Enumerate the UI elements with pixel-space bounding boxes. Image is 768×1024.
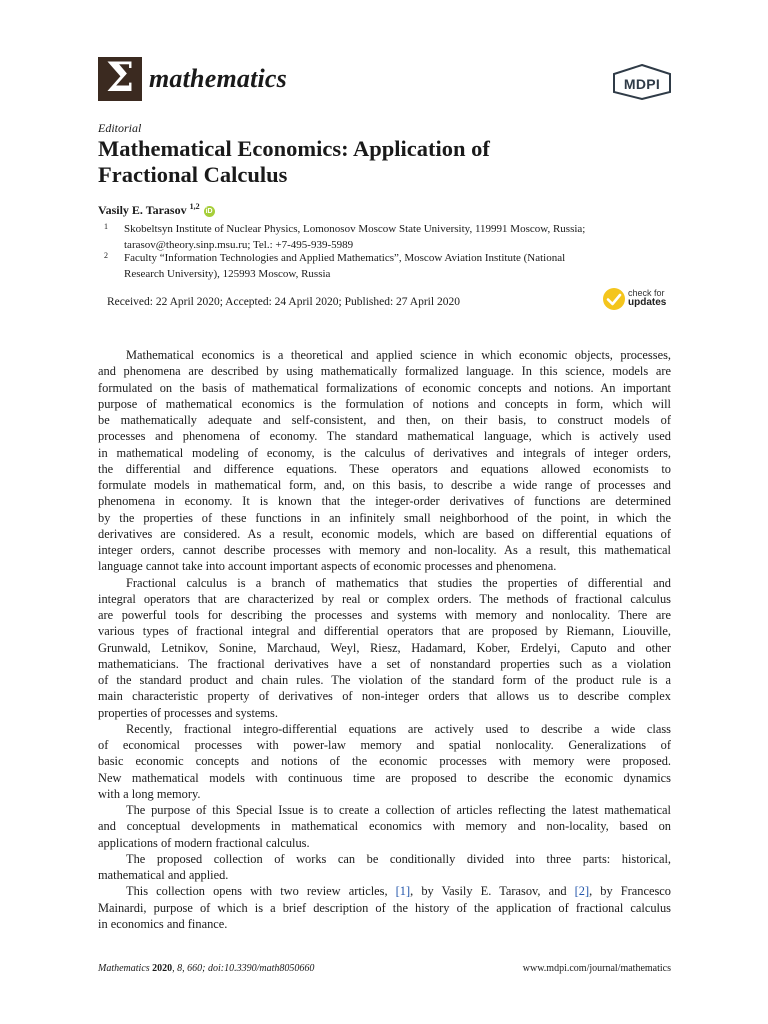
body-line: This collection opens with two review articles, [1], by Vasily E. Tarasov, and [2], by Francesco bbox=[126, 884, 671, 899]
body-line: of the standard product and chain rules. The violation of the standard form of the product rule is a bbox=[98, 673, 671, 687]
author-line bbox=[98, 202, 215, 218]
author-name[interactable]: Vasily E. Tarasov bbox=[98, 203, 187, 217]
body-line: main characteristic property of derivatives of non-integer orders that allows us to describe complex bbox=[98, 689, 671, 704]
body-line: The proposed collection of works can be conditionally divided into three parts: historical, bbox=[126, 851, 671, 866]
body-line: by the properties of these functions in an infinitely small neighborhood of the point, in which the bbox=[98, 510, 671, 525]
affiliation-number: 2 bbox=[104, 251, 108, 260]
title-line: Mathematical Economics: Application of bbox=[98, 136, 490, 161]
check-for-updates-button[interactable] bbox=[602, 286, 682, 316]
journal-logo bbox=[98, 54, 142, 101]
citation-link[interactable]: [2] bbox=[574, 884, 590, 899]
body-line: are powerful tools for describing the processes and systems with memory and nonlocality. There are bbox=[98, 608, 671, 622]
affiliation-number: 1 bbox=[104, 222, 108, 231]
affiliation-line: Skobeltsyn Institute of Nuclear Physics, Lomonosov Moscow State University, 119991 Moscow, Russia; bbox=[124, 223, 586, 235]
body-line: integer orders, cannot describe processes with memory and non-locality. As a result, this mathematical bbox=[98, 543, 671, 557]
body-line: Grunwald, Letnikov, Sonine, Marchaud, Weyl, Riesz, Hadamard, Kober, Erdelyi, Caputo and other bbox=[98, 640, 671, 655]
body-line: the differential and difference equations. These operators and equations allowed economists to bbox=[98, 461, 671, 476]
affiliation-line: Research University), 125993 Moscow, Russia bbox=[124, 268, 331, 280]
affiliation-line: Faculty “Information Technologies and Applied Mathematics”, Moscow Aviation Institute (National bbox=[124, 252, 566, 264]
article-type: Editorial bbox=[98, 121, 142, 135]
title-line: Fractional Calculus bbox=[98, 162, 288, 187]
body-line: formulated on the basis of mathematical formalizations of economic concepts and notions. An important bbox=[98, 380, 671, 395]
sigma-icon: Σ bbox=[105, 54, 135, 101]
body-line: Mathematical economics is a theoretical and applied science in which economic objects, processes, bbox=[126, 348, 671, 362]
article-title bbox=[98, 136, 618, 188]
body-line: mathematical and applied. bbox=[98, 868, 229, 882]
body-line: purpose of mathematical economics is the formulation of notions and concepts in form, which will bbox=[98, 396, 671, 411]
body-line: applications of modern fractional calculus. bbox=[98, 835, 310, 850]
body-line: integral operators that are characterized by real or complex orders. The methods of fractional calculus bbox=[98, 591, 671, 606]
body-line: and conceptual developments in mathematical economics with memory and non-locality, based on bbox=[98, 819, 671, 834]
page-footer bbox=[98, 963, 671, 974]
body-line: and phenomena are described by using mathematically formalized language. In this science, models are bbox=[98, 364, 671, 379]
publisher-name: MDPI bbox=[623, 76, 661, 92]
body-line: various types of fractional integral and differential operators that are proposed by Riemann, Liouville, bbox=[98, 624, 671, 639]
publication-dates: Received: 22 April 2020; Accepted: 24 April 2020; Published: 27 April 2020 bbox=[107, 296, 460, 308]
citation-info: Mathematics 2020, 8, 660; doi:10.3390/math8050660 bbox=[98, 963, 315, 974]
orcid-icon[interactable]: iD bbox=[205, 208, 213, 215]
body-line: with a long memory. bbox=[98, 786, 201, 801]
affiliation-line[interactable]: tarasov@theory.sinp.msu.ru; Tel.: +7-495-939-5989 bbox=[124, 239, 354, 251]
journal-url-link[interactable]: www.mdpi.com/journal/mathematics bbox=[522, 963, 671, 974]
check-updates-line1: check for bbox=[628, 288, 665, 298]
body-line: in mathematical modeling of economy, is the calculus of derivatives and integrals of integer orders, bbox=[98, 445, 671, 460]
body-line: properties of processes and systems. bbox=[98, 705, 278, 720]
author-affiliation-marks: 1,2 bbox=[189, 202, 200, 211]
body-line: language cannot take into account important aspects of economic processes and phenomena. bbox=[98, 559, 557, 574]
body-line: basic economic concepts and notions of the economic processes with memory were proposed. bbox=[98, 754, 671, 769]
body-line: The purpose of this Special Issue is to create a collection of articles reflecting the latest mathematical bbox=[126, 803, 671, 817]
body-line: in economics and finance. bbox=[98, 916, 228, 931]
body-line: mathematicians. The fractional derivatives have a set of nonstandard properties such as a violation bbox=[98, 656, 671, 671]
body-line: derivatives are considered. As a result, economic models, which are based on differential equations of bbox=[98, 526, 671, 541]
citation-link[interactable]: [1] bbox=[395, 884, 411, 899]
mdpi-logo[interactable] bbox=[612, 64, 672, 100]
body-line: processes and phenomena of economy. The standard mathematical language, which is actively used bbox=[98, 429, 671, 444]
body-line: Recently, fractional integro-differential equations are actively used to describe a wide class bbox=[126, 721, 671, 736]
article-body bbox=[98, 347, 671, 932]
body-line: of economical processes with power-law memory and spatial nonlocality. Generalizations of bbox=[98, 738, 671, 752]
body-line: be mathematically adequate and self-consistent, and then, on their basis, to construct models of bbox=[98, 413, 671, 427]
body-line: phenomena in economy. It is known that the integer-order derivatives of functions are determined bbox=[98, 494, 671, 509]
check-updates-line2: updates bbox=[628, 297, 667, 308]
body-line: Fractional calculus is a branch of mathematics that studies the properties of differential and bbox=[126, 575, 671, 590]
check-updates-icon bbox=[602, 287, 626, 311]
journal-name: mathematics bbox=[149, 64, 287, 93]
body-line: formulate models in mathematical form, and, on this basis, to describe a wide range of processes and bbox=[98, 478, 671, 492]
body-line: Mainardi, purpose of which is a brief description of the history of the application of fractional calculus bbox=[98, 900, 671, 915]
body-line: New mathematical models with continuous time are proposed to describe the economic dynamics bbox=[98, 770, 671, 785]
